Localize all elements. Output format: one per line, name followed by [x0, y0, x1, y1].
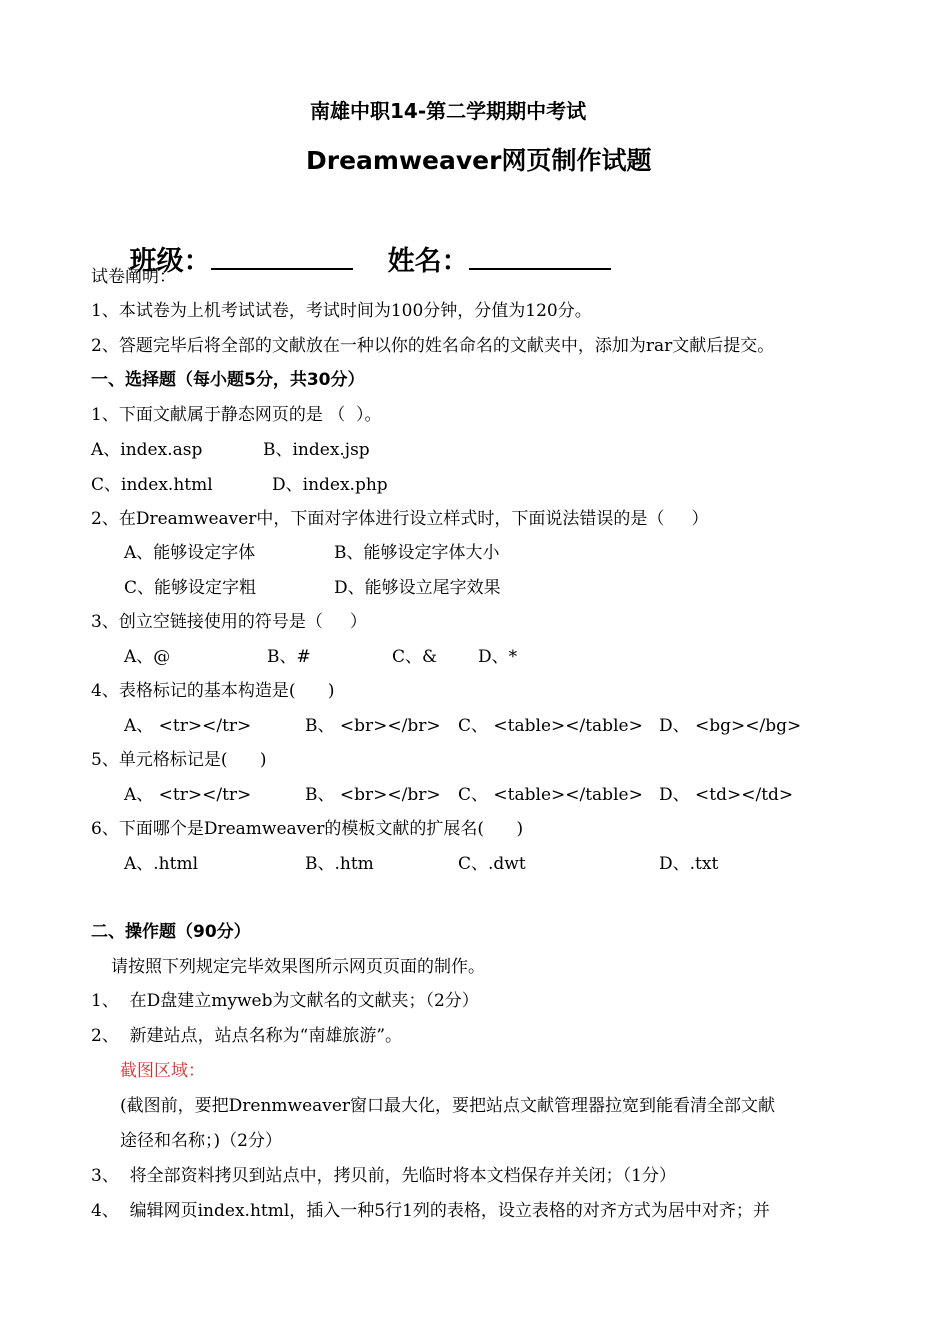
- step-3: 3、 将全部资料拷贝到站点中，拷贝前，先临时将本文档保存并关闭；（1分）: [91, 1166, 676, 1186]
- q6-stem: 6、下面哪个是Dreamweaver的模板文献的扩展名( ): [91, 819, 524, 839]
- q4-option-c: C、 <table></table>: [458, 716, 643, 736]
- q6-option-d: D、.txt: [659, 854, 719, 874]
- q5-option-a: A、 <tr></tr>: [124, 785, 252, 805]
- q5-stem: 5、单元格标记是( ): [91, 750, 267, 770]
- q2-stem: 2、在Dreamweaver中，下面对字体进行设立样式时，下面说法错误的是（ ）: [91, 509, 709, 529]
- section2-intro: 请按照下列规定完毕效果图所示网页页面的制作。: [111, 957, 485, 977]
- section1-heading: 一、选择题（每小题5分，共30分）: [91, 370, 365, 390]
- q4-option-d: D、 <bg></bg>: [659, 716, 802, 736]
- step-2: 2、 新建站点，站点名称为“南雄旅游”。: [91, 1026, 403, 1046]
- q4-option-a: A、 <tr></tr>: [124, 716, 252, 736]
- q2-option-a: A、能够设定字体: [124, 543, 256, 563]
- q3-option-b: B、#: [267, 647, 311, 667]
- section2-heading: 二、操作题（90分）: [91, 922, 251, 942]
- q3-option-a: A、@: [124, 647, 171, 667]
- q2-option-b: B、能够设定字体大小: [334, 543, 500, 563]
- q3-stem: 3、创立空链接使用的符号是（ ）: [91, 612, 367, 632]
- capture-note-line-1: (截图前，要把Drenmweaver窗口最大化，要把站点文献管理器拉宽到能看清全部文献: [120, 1096, 776, 1116]
- name-label: 姓名：: [387, 246, 469, 277]
- instructions-heading: 试卷阐明：: [91, 267, 176, 287]
- q1-option-b: B、index.jsp: [263, 440, 370, 460]
- q6-option-a: A、.html: [124, 854, 199, 874]
- step-1: 1、 在D盘建立myweb为文献名的文献夹；（2分）: [91, 991, 479, 1011]
- q2-option-c: C、能够设定字粗: [124, 578, 257, 598]
- q1-option-a: A、index.asp: [91, 440, 203, 460]
- exam-subtitle: Dreamweaver网页制作试题: [306, 146, 652, 175]
- q3-option-c: C、&: [392, 647, 438, 667]
- q1-option-d: D、index.php: [272, 475, 388, 495]
- capture-note-line-2: 途径和名称；)（2分）: [120, 1131, 282, 1151]
- q2-option-d: D、能够设立尾字效果: [334, 578, 501, 598]
- exam-title: 南雄中职14-第二学期期中考试: [310, 99, 587, 123]
- q6-option-c: C、.dwt: [458, 854, 526, 874]
- capture-area-label: 截图区域：: [120, 1061, 205, 1081]
- name-field: [350, 208, 611, 313]
- q4-option-b: B、 <br></br>: [305, 716, 441, 736]
- class-field: [92, 208, 353, 313]
- q1-stem: 1、下面文献属于静态网页的是 （ ）。: [91, 405, 382, 425]
- q3-option-d: D、*: [478, 647, 518, 667]
- q5-option-c: C、 <table></table>: [458, 785, 643, 805]
- q5-option-d: D、 <td></td>: [659, 785, 794, 805]
- class-label: 班级：: [129, 246, 211, 277]
- q1-option-c: C、index.html: [91, 475, 213, 495]
- instruction-item-2: 2、答题完毕后将全部的文献放在一种以你的姓名命名的文献夹中，添加为rar文献后提交。: [91, 336, 775, 356]
- class-blank: [211, 242, 353, 270]
- q6-option-b: B、.htm: [305, 854, 374, 874]
- name-blank: [469, 242, 611, 270]
- instruction-item-1: 1、本试卷为上机考试试卷，考试时间为100分钟，分值为120分。: [91, 301, 592, 321]
- step-4: 4、 编辑网页index.html，插入一种5行1列的表格，设立表格的对齐方式为居中对齐；并: [91, 1201, 770, 1221]
- q4-stem: 4、表格标记的基本构造是( ): [91, 681, 335, 701]
- q5-option-b: B、 <br></br>: [305, 785, 441, 805]
